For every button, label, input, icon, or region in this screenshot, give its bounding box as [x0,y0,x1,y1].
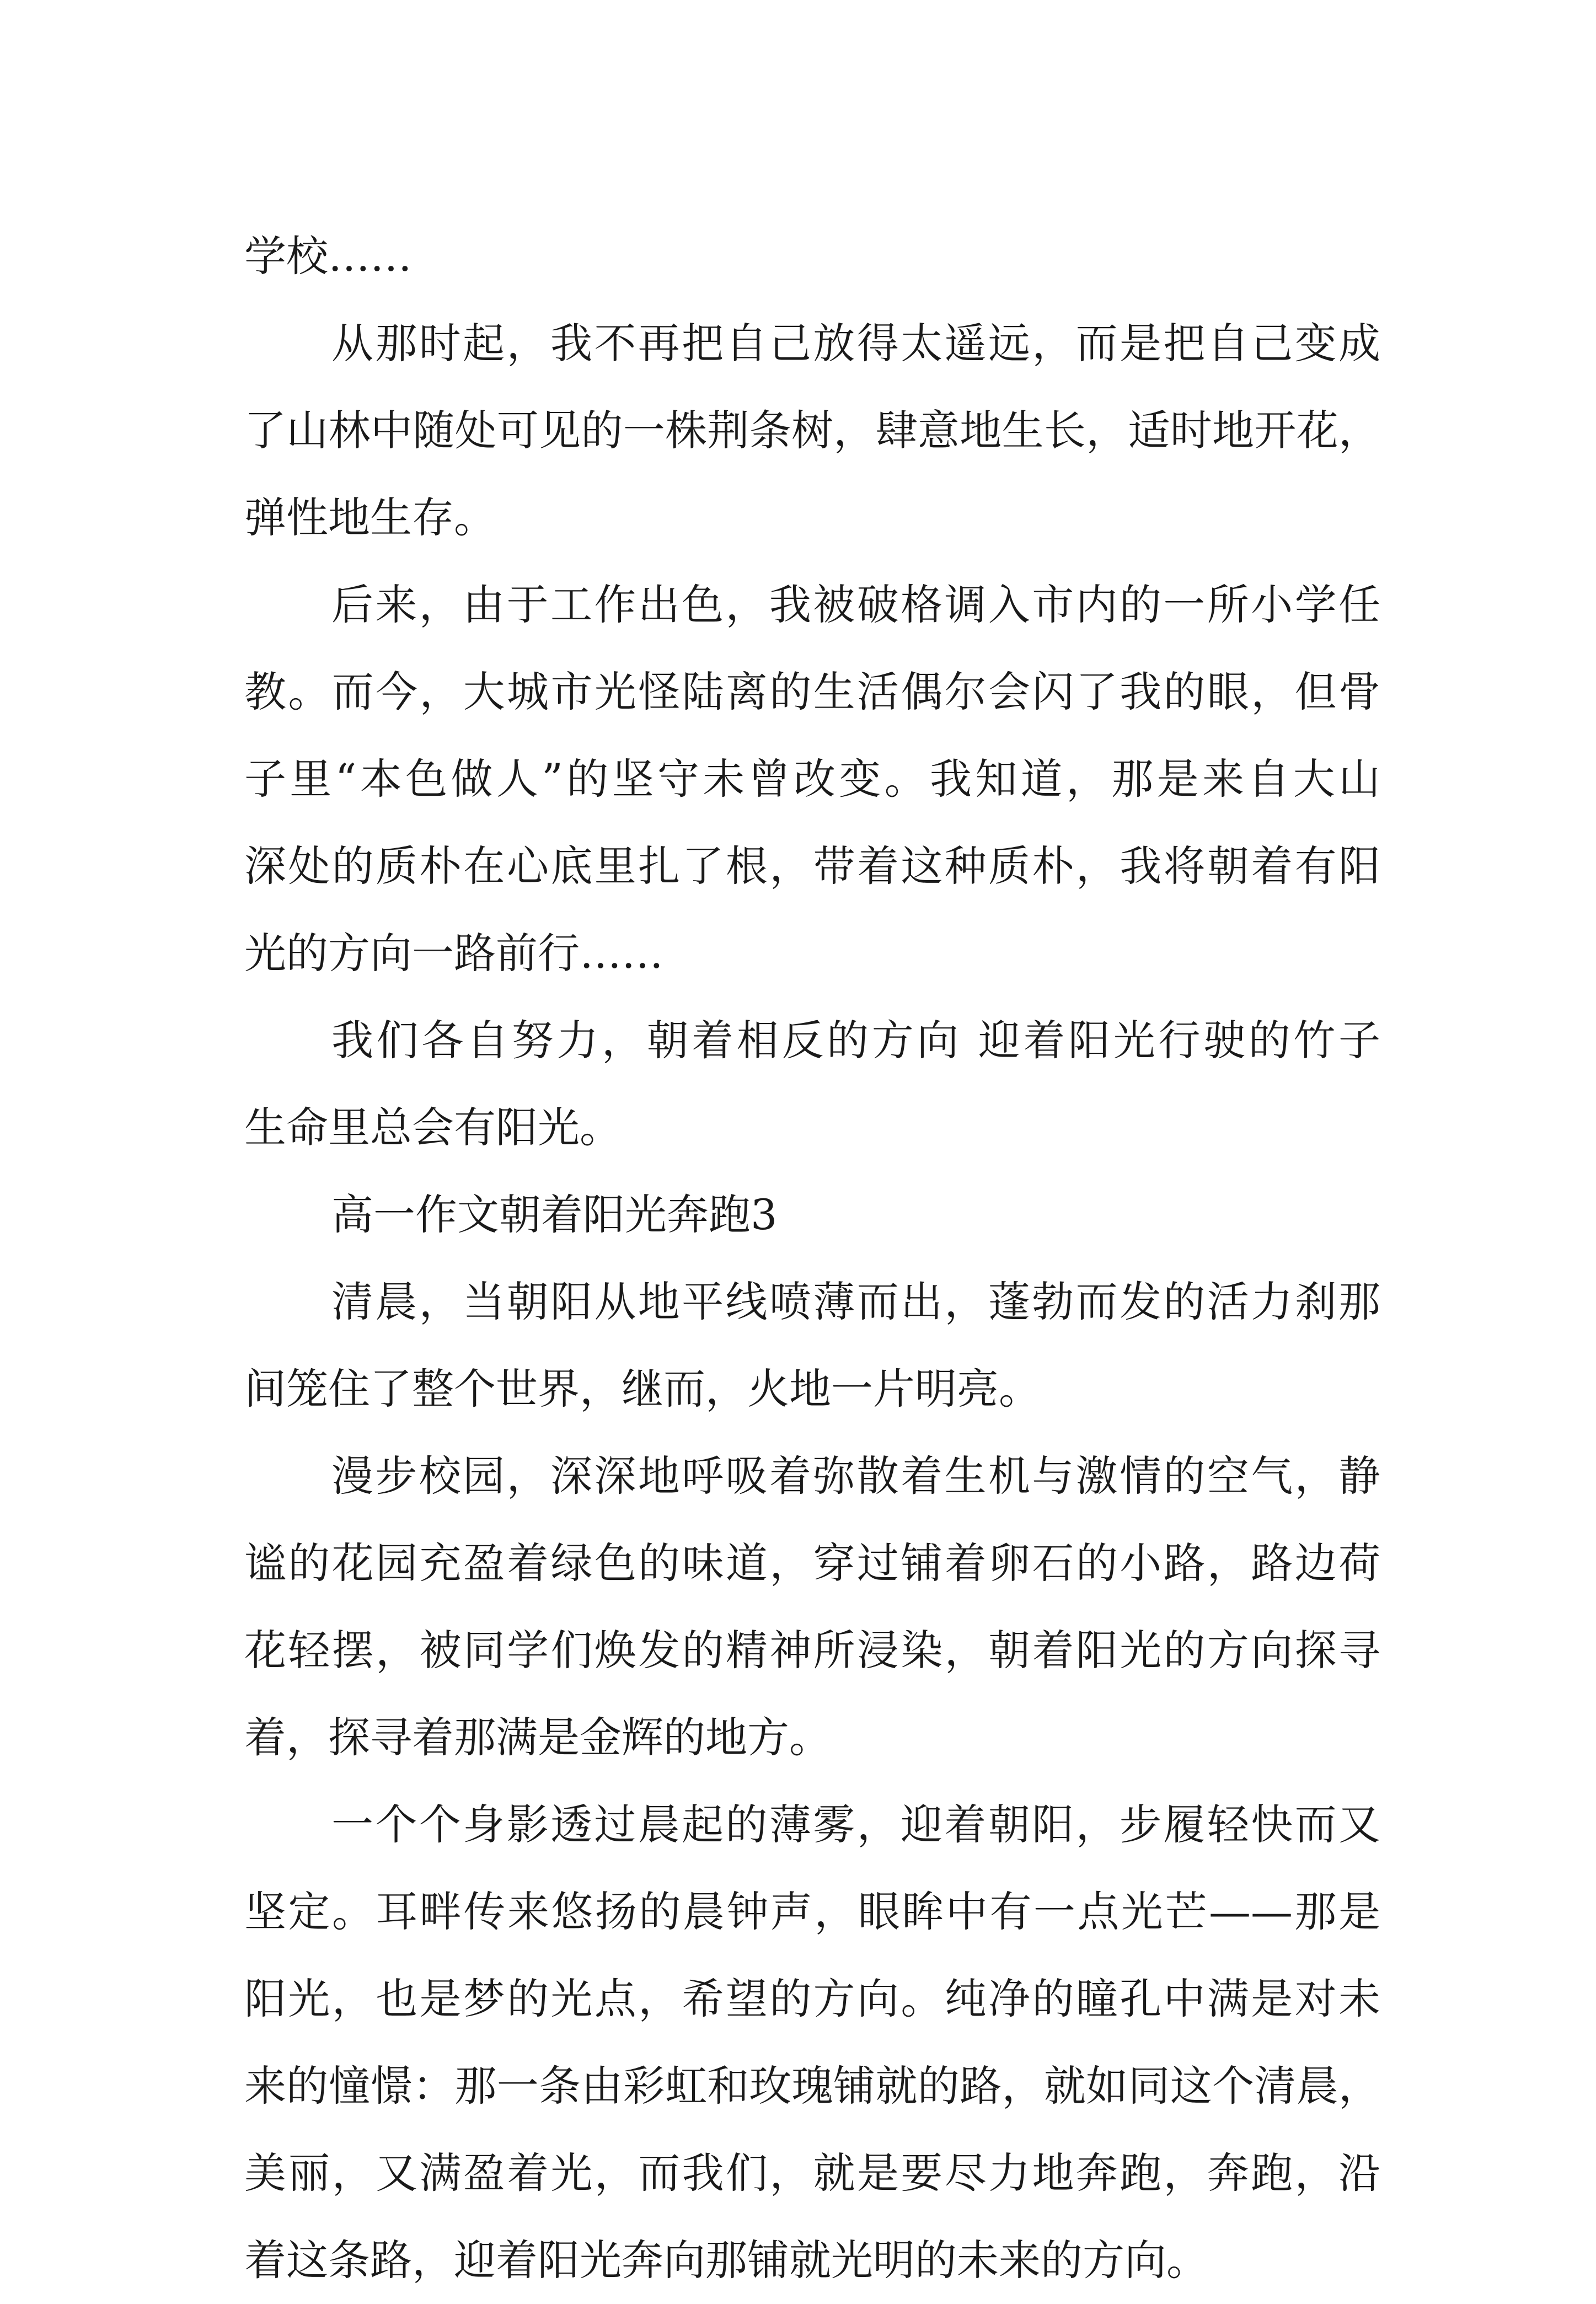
text-line: 着，探寻着那满是金辉的地方。 [244,1713,831,1762]
paragraph-later [244,561,1380,997]
text-line: 了山林中随处可见的一株荆条树，肆意地生长，适时地开花， [244,406,1380,455]
text-line: 光的方向一路前行…… [244,929,663,978]
paragraph-campus-walk [244,1433,1380,1781]
text-line: 教。而今，大城市光怪陆离的生活偶尔会闪了我的眼，但骨 [244,667,1380,716]
text-line: 弹性地生存。 [244,493,496,542]
paragraph-since-then [244,300,1380,561]
section-heading [244,1171,1380,1258]
document-body [244,213,1380,2304]
paragraph-figures [244,1781,1380,2304]
text-line: 深处的质朴在心底里扎了根，带着这种质朴，我将朝着有阳 [244,842,1380,891]
text-line: 子里“本色做人”的坚守未曾改变。我知道，那是来自大山 [244,754,1380,803]
text-line: 花轻摆，被同学们焕发的精神所浸染，朝着阳光的方向探寻 [244,1626,1380,1675]
essay-title: 高一作文朝着阳光奔跑3 [331,1190,778,1239]
text-line: 阳光，也是梦的光点，希望的方向。纯净的瞳孔中满是对未 [244,1974,1380,2023]
text-line: 来的憧憬：那一条由彩虹和玫瑰铺就的路，就如同这个清晨， [244,2061,1380,2110]
paragraph-each-effort [244,997,1380,1171]
paragraph-school [244,213,1380,300]
text-line: 间笼住了整个世界，继而，火地一片明亮。 [244,1364,1041,1413]
text-line: 美丽，又满盈着光，而我们，就是要尽力地奔跑，奔跑，沿 [244,2148,1380,2198]
text-line: 谧的花园充盈着绿色的味道，穿过铺着卵石的小路，路边荷 [244,1539,1380,1588]
text-line: 从那时起，我不再把自己放得太遥远，而是把自己变成 [331,319,1380,368]
text-line: 清晨，当朝阳从地平线喷薄而出，蓬勃而发的活力刹那 [331,1277,1380,1326]
text-line: 学校…… [244,232,412,281]
paragraph-morning [244,1258,1380,1433]
text-line: 着这条路，迎着阳光奔向那铺就光明的未来的方向。 [244,2236,1208,2285]
text-line: 一个个身影透过晨起的薄雾，迎着朝阳，步履轻快而又 [331,1800,1380,1849]
text-line: 我们各自努力，朝着相反的方向 迎着阳光行驶的竹子 [331,1016,1380,1065]
text-line: 漫步校园，深深地呼吸着弥散着生机与激情的空气，静 [331,1451,1380,1501]
text-line: 生命里总会有阳光。 [244,1103,622,1152]
text-line: 后来，由于工作出色，我被破格调入市内的一所小学任 [331,580,1380,629]
text-line: 坚定。耳畔传来悠扬的晨钟声，眼眸中有一点光芒——那是 [244,1887,1380,1936]
